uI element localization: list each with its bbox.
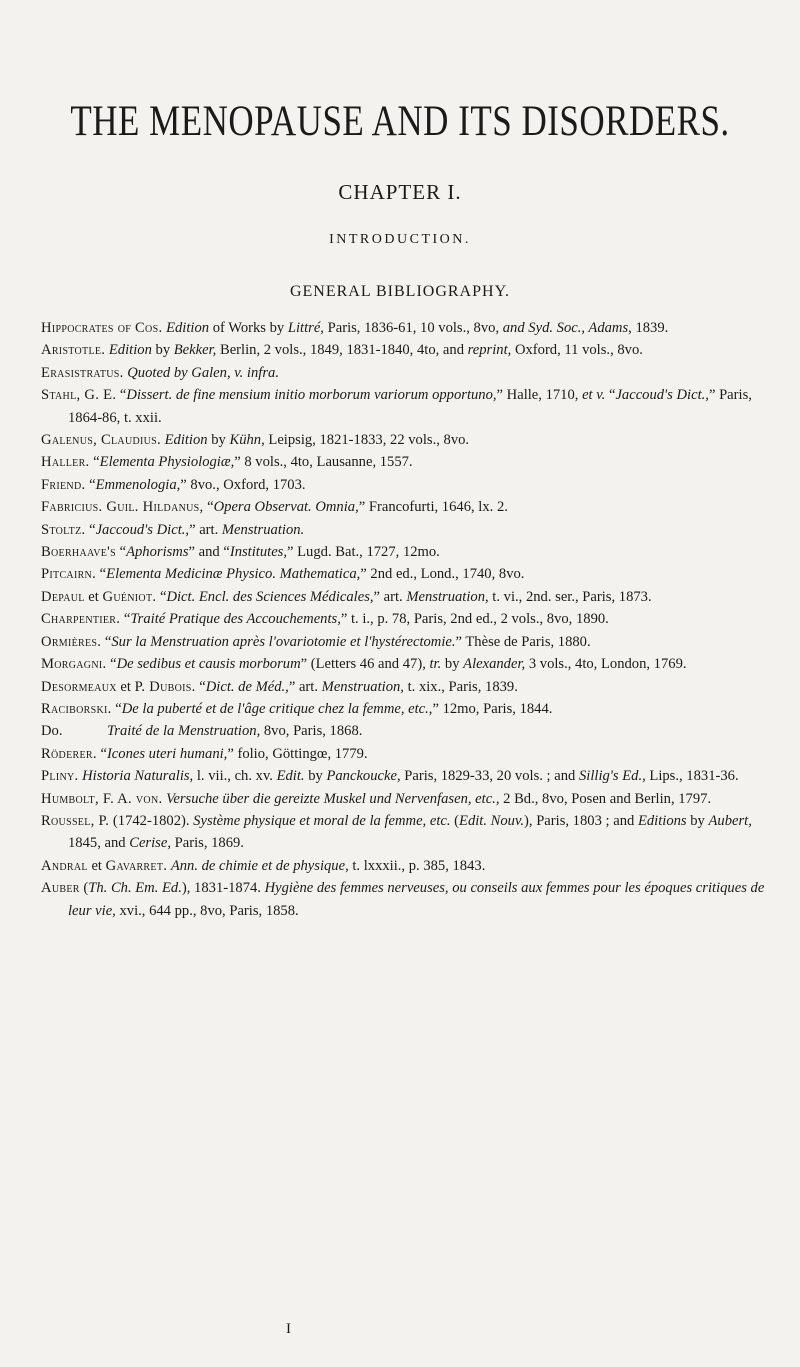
entry-title-italic: Sur la Menstruation après l'ovariotomie et l'hystérectomie. — [111, 633, 456, 650]
bibliography-entry — [41, 563, 786, 585]
entry-text: by — [151, 342, 174, 359]
entry-text: “ — [195, 678, 206, 695]
entry-text: ” Halle, 1710, — [496, 387, 583, 404]
entry-text: ( — [450, 812, 460, 829]
entry-text: ” and “ — [188, 544, 230, 561]
entry-title-italic: Panckoucke, — [326, 768, 401, 785]
entry-text: ” t. i., p. 78, Paris, 2nd ed., 2 vols., 8vo, 1890. — [340, 611, 609, 628]
bibliography-entry — [41, 810, 786, 855]
entry-title-italic: Edition — [164, 432, 208, 449]
bibliography-entry — [41, 608, 786, 630]
chapter-heading: CHAPTER I. — [338, 180, 462, 204]
entry-text: “ — [156, 588, 167, 605]
entry-text: “ — [116, 387, 127, 404]
bibliography-entry — [41, 855, 786, 877]
bibliography-list — [41, 317, 786, 922]
entry-title-italic: Jaccoud's Dict., — [615, 387, 709, 404]
entry-text: “ — [96, 566, 107, 583]
bibliography-entry — [41, 698, 786, 720]
entry-author: Hippocrates of Cos. — [41, 320, 163, 336]
entry-title-italic: Edition — [108, 342, 152, 359]
entry-text: 8vo, Paris, 1868. — [260, 723, 363, 740]
entry-text: Paris, 1829-33, 20 vols. ; and — [400, 768, 579, 785]
entry-title-italic: Sillig's Ed., — [578, 768, 646, 785]
entry-text: ” folio, Göttingœ, 1779. — [227, 745, 368, 762]
entry-author: Auber — [41, 880, 80, 897]
entry-title-italic: Dissert. de fine mensium initio morborum variorum opportuno, — [126, 387, 497, 404]
entry-text: Oxford, 11 vols., 8vo. — [511, 342, 643, 359]
bibliography-entry — [41, 653, 786, 675]
entry-author: Gavarret. — [105, 857, 168, 874]
bibliography-entry — [41, 541, 786, 563]
entry-title-italic: Jaccoud's Dict., — [95, 521, 190, 538]
bibliography-entry — [41, 765, 786, 787]
entry-title-italic: Edit. Nouv. — [459, 812, 525, 829]
entry-author: Röderer. — [41, 745, 97, 762]
entry-text: et — [116, 678, 135, 695]
entry-text: ” Paris, 1864-86, t. xxii. — [68, 387, 752, 426]
entry-title-italic: Kühn, — [229, 432, 265, 449]
entry-text: ” 12mo, Paris, 1844. — [432, 700, 553, 717]
entry-title-italic: Versuche über die gereizte Muskel und Nervenfasen, etc., — [166, 790, 500, 807]
entry-title-italic: Traité de la Menstruation, — [107, 723, 261, 740]
entry-author: Andral — [41, 857, 88, 874]
entry-title-italic: Alexander, — [463, 656, 526, 673]
entry-title-italic: Icones uteri humani, — [106, 745, 228, 762]
entry-title-italic: and Syd. Soc., Adams, — [502, 320, 632, 336]
bibliography-entry — [41, 451, 786, 473]
bibliography-entry — [41, 631, 786, 653]
bibliography-entry — [41, 362, 786, 384]
entry-text: 3 vols., 4to, London, 1769. — [525, 656, 687, 673]
entry-text: by — [207, 432, 230, 449]
entry-text: “ — [115, 544, 127, 561]
entry-text: ” 2nd ed., Lond., 1740, 8vo. — [360, 566, 525, 583]
bibliography-entry — [41, 317, 786, 339]
bibliography-entry — [41, 586, 786, 608]
entry-text: ” Thèse de Paris, 1880. — [455, 633, 591, 650]
entry-text: by — [304, 768, 327, 785]
entry-author: Guéniot. — [102, 588, 157, 605]
entry-text: ” 8 vols., 4to, Lausanne, 1557. — [234, 454, 413, 471]
entry-text: ), Paris, 1803 ; and — [524, 812, 638, 829]
entry-text: l. vii., ch. xv. — [193, 768, 277, 785]
entry-title-italic: tr. — [429, 656, 442, 673]
entry-author: Raciborski. — [41, 700, 112, 717]
entry-title-italic: Menstruation. — [221, 521, 305, 538]
entry-title-italic: Menstruation, — [321, 678, 404, 695]
book-title: THE MENOPAUSE AND ITS DISORDERS. — [70, 96, 730, 145]
bibliography-entry — [41, 474, 786, 496]
entry-text: 1845, and — [68, 835, 130, 852]
entry-text: by — [441, 656, 464, 673]
entry-text: ” Lugd. Bat., 1727, 12mo. — [287, 544, 440, 561]
entry-text: “ — [111, 700, 122, 717]
entry-title-italic: Dict. Encl. des Sciences Médicales, — [166, 588, 374, 605]
entry-title-italic: Th. Ch. Em. Ed. — [88, 880, 182, 897]
entry-text: ” art. — [288, 678, 322, 695]
entry-text: ), 1831-1874. — [181, 880, 265, 897]
entry-text: t. xix., Paris, 1839. — [403, 678, 518, 695]
entry-author: Charpentier. — [41, 611, 121, 628]
entry-author: Depaul — [41, 588, 85, 605]
entry-text: Berlin, 2 vols., 1849, 1831-1840, 4to, and — [216, 342, 468, 359]
entry-text: “ — [120, 611, 131, 628]
entry-text: “ — [89, 454, 100, 471]
entry-text: “ — [605, 387, 616, 404]
entry-author: Stoltz. — [41, 521, 86, 538]
entry-text: “ — [203, 499, 214, 516]
entry-title-italic: Institutes, — [229, 544, 288, 561]
entry-title-italic: Hygiène des femmes nerveuses, ou conseils aux femmes pour les époques critiques de leur vie, — [68, 880, 765, 919]
entry-author: Fabricius. Guil. Hildanus, — [41, 499, 204, 516]
entry-author: Stahl, G. E. — [41, 387, 117, 404]
entry-author: Boerhaave's — [41, 544, 116, 561]
entry-author: Roussel, P. — [41, 812, 110, 829]
entry-title-italic: Aubert, — [708, 812, 752, 829]
entry-title-italic: De la puberté et de l'âge critique chez la femme, etc., — [121, 700, 433, 717]
entry-text: xvi., 644 pp., 8vo, Paris, 1858. — [115, 902, 299, 919]
entry-author: Haller. — [41, 454, 90, 471]
bibliography-entry — [41, 676, 786, 698]
entry-author: Humbolt, F. A. von. — [41, 790, 163, 807]
entry-title-italic: Traité Pratique des Accouchements, — [130, 611, 341, 628]
entry-title-italic: Cerise, — [129, 835, 171, 852]
entry-title-italic: Editions — [637, 812, 687, 829]
entry-text: ( — [79, 880, 89, 897]
entry-title-italic: Littré, — [287, 320, 324, 336]
entry-title-italic: Edition — [166, 320, 210, 336]
entry-title-italic: Historia Naturalis, — [82, 768, 194, 785]
entry-text: ” art. — [189, 521, 222, 538]
bibliography-entry — [41, 339, 786, 361]
entry-author: P. Dubois. — [134, 678, 196, 695]
bibliography-entry — [41, 429, 786, 451]
entry-title-italic: Quoted by Galen, v. infra. — [127, 364, 279, 381]
entry-title-italic: Bekker, — [173, 342, 217, 359]
entry-text: et — [84, 588, 103, 605]
bibliography-entry — [41, 720, 786, 742]
section-heading: INTRODUCTION. — [329, 232, 471, 247]
entry-author: Pitcairn. — [41, 566, 97, 583]
bibliography-entry — [41, 788, 786, 810]
entry-author: Pliny. — [41, 768, 79, 785]
bibliography-entry — [41, 384, 786, 429]
page-folio: I — [286, 1321, 291, 1337]
entry-title-italic: Edit. — [276, 768, 305, 785]
entry-text: Paris, 1836-61, 10 vols., 8vo, — [323, 320, 503, 336]
entry-text: by — [686, 812, 709, 829]
entry-text: “ — [106, 656, 117, 673]
entry-text: ” (Letters 46 and 47), — [300, 656, 430, 673]
entry-text: of Works by — [209, 320, 288, 336]
entry-title-italic: Ann. de chimie et de physique, — [170, 857, 349, 874]
entry-text: t. vi., 2nd. ser., Paris, 1873. — [488, 588, 652, 605]
entry-text: ” Francofurti, 1646, lx. 2. — [358, 499, 508, 516]
entry-text: Paris, 1869. — [170, 835, 244, 852]
entry-author: Desormeaux — [41, 678, 117, 695]
entry-text: Leipsig, 1821-1833, 22 vols., 8vo. — [264, 432, 470, 449]
entry-text: t. lxxxii., p. 385, 1843. — [348, 857, 486, 874]
bibliography-entry — [41, 877, 786, 922]
entry-text: ” art. — [373, 588, 407, 605]
entry-text: 2 Bd., 8vo, Posen and Berlin, 1797. — [499, 790, 712, 807]
entry-title-italic: Dict. de Méd., — [205, 678, 289, 695]
entry-title-italic: Elementa Physiologiæ, — [99, 454, 235, 471]
entry-title-italic: Emmenologia, — [95, 476, 181, 493]
bibliography-entry — [41, 743, 786, 765]
entry-title-italic: reprint, — [467, 342, 512, 359]
entry-author: Morgagni. — [41, 656, 107, 673]
entry-title-italic: De sedibus et causis morborum — [116, 656, 301, 673]
entry-title-italic: et v. — [582, 387, 606, 404]
entry-text: “ — [85, 476, 96, 493]
entry-title-italic: Système physique et moral de la femme, etc. — [193, 812, 451, 829]
entry-author: Galenus, Claudius. — [41, 432, 161, 449]
entry-text: 1839. — [631, 320, 669, 336]
entry-text: (1742-1802). — [109, 812, 194, 829]
entry-text: Do. — [41, 723, 63, 740]
entry-text: “ — [101, 633, 112, 650]
entry-title-italic: Elementa Medicinæ Physico. Mathematica, — [106, 566, 361, 583]
entry-title-italic: Aphorisms — [126, 544, 189, 561]
entry-text: “ — [96, 745, 107, 762]
entry-title-italic: Menstruation, — [406, 588, 489, 605]
entry-text: Lips., 1831-36. — [645, 768, 739, 785]
entry-title-italic: Opera Observat. Omnia, — [213, 499, 359, 516]
bibliography-entry — [41, 519, 786, 541]
entry-author: Erasistratus. — [41, 364, 124, 381]
entry-text: ” 8vo., Oxford, 1703. — [180, 476, 306, 493]
bibliography-heading: GENERAL BIBLIOGRAPHY. — [289, 283, 511, 300]
entry-author: Ormières. — [41, 633, 102, 650]
bibliography-entry — [41, 496, 786, 518]
entry-author: Friend. — [41, 476, 86, 493]
entry-text: “ — [85, 521, 96, 538]
entry-text: et — [87, 857, 106, 874]
entry-author: Aristotle. — [41, 342, 106, 359]
